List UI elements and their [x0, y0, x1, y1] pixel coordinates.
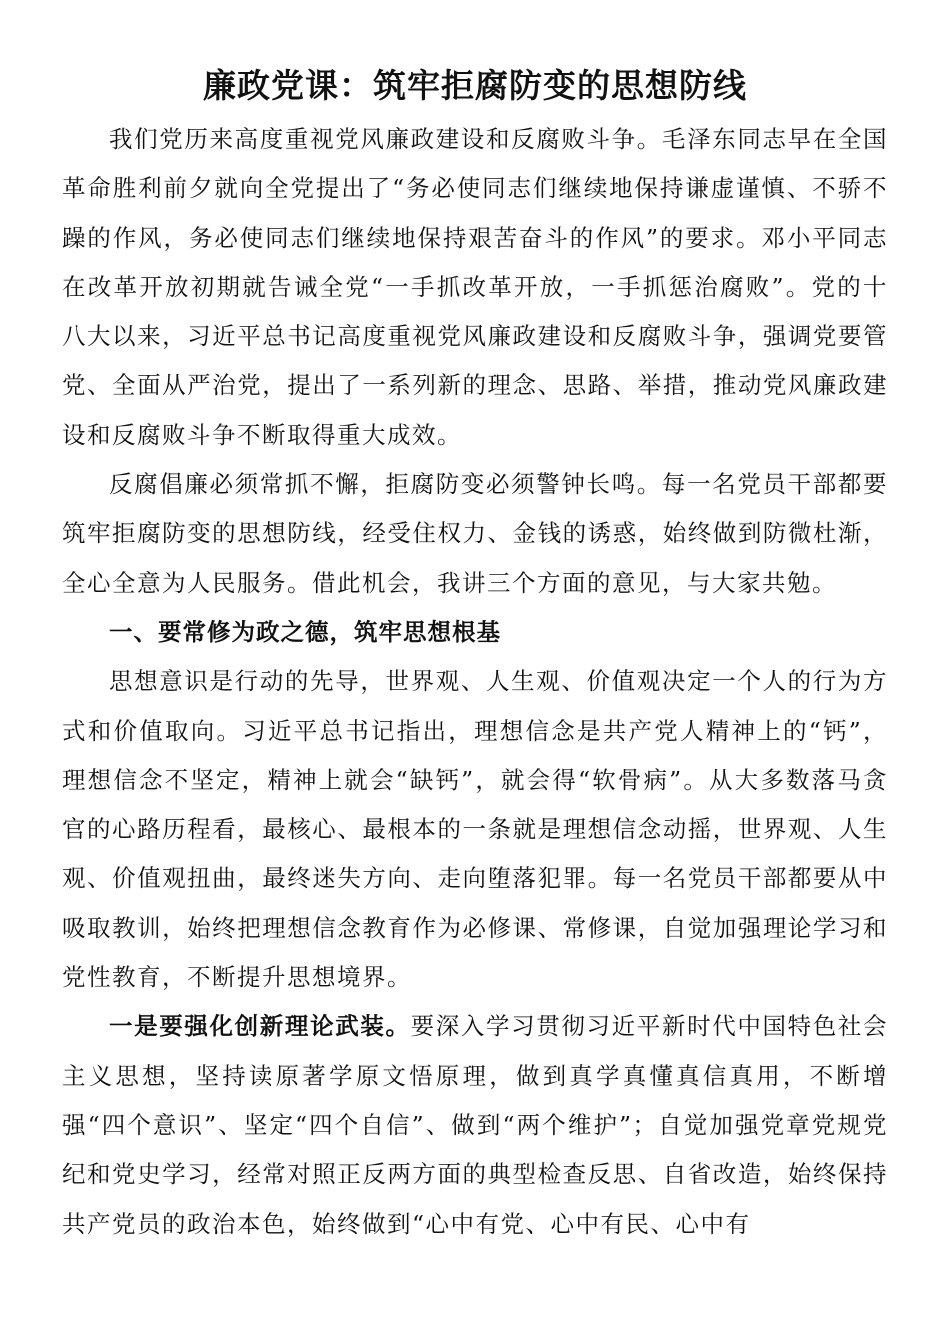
point1-lead: 一是要强化创新理论武装。	[109, 1012, 411, 1041]
document-title: 廉政党课：筑牢拒腐防变的思想防线	[203, 66, 747, 105]
paragraph-purpose: 反腐倡廉必须常抓不懈，拒腐防变必须警钟长鸣。每一名党员干部都要筑牢拒腐防变的思想防线，经受住权力、金钱的诱惑，始终做到防微杜渐，全心全意为人民服务。借此机会，我讲三个方面的意见，与大家共勉。	[62, 470, 888, 597]
paragraph-intro: 我们党历来高度重视党风廉政建设和反腐败斗争。毛泽东同志早在全国革命胜利前夕就向全党提出了“务必使同志们继续地保持谦虚谨慎、不骄不躁的作风，务必使同志们继续地保持艰苦奋斗的作风”的要求。邓小平同志在改革开放初期就告诫全党“一手抓改革开放，一手抓惩治腐败”。党的十八大以来，习近平总书记高度重视党风廉政建设和反腐败斗争，强调党要管党、全面从严治党，提出了一系列新的理念、思路、举措，推动党风廉政建设和反腐败斗争不断取得重大成效。	[62, 125, 888, 449]
section-heading-1: 一、要常修为政之德，筑牢思想根基	[109, 617, 501, 646]
document-body	[62, 115, 888, 1249]
point1-text: 要深入学习贯彻习近平新时代中国特色社会主义思想，坚持读原著学原文悟原理，做到真学真懂真信真用，不断增强“四个意识”、坚定“四个自信”、做到“两个维护”；自觉加强党章党规党纪和党史学习，经常对照正反两方面的典型检查反思、自省改造，始终保持共产党员的政治本色，始终做到“心中有党、心中有民、心中有	[62, 1012, 889, 1238]
paragraph-point1	[62, 1002, 888, 1248]
paragraph-section1: 思想意识是行动的先导，世界观、人生观、价值观决定一个人的行为方式和价值取向。习近平总书记指出，理想信念是共产党人精神上的“钙”，理想信念不坚定，精神上就会“缺钙”，就会得“软骨病”。从大多数落马贪官的心路历程看，最核心、最根本的一条就是理想信念动摇，世界观、人生观、价值观扭曲，最终迷失方向、走向堕落犯罪。每一名党员干部都要从中吸取教训，始终把理想信念教育作为必修课、常修课，自觉加强理论学习和党性教育，不断提升思想境界。	[62, 667, 888, 992]
